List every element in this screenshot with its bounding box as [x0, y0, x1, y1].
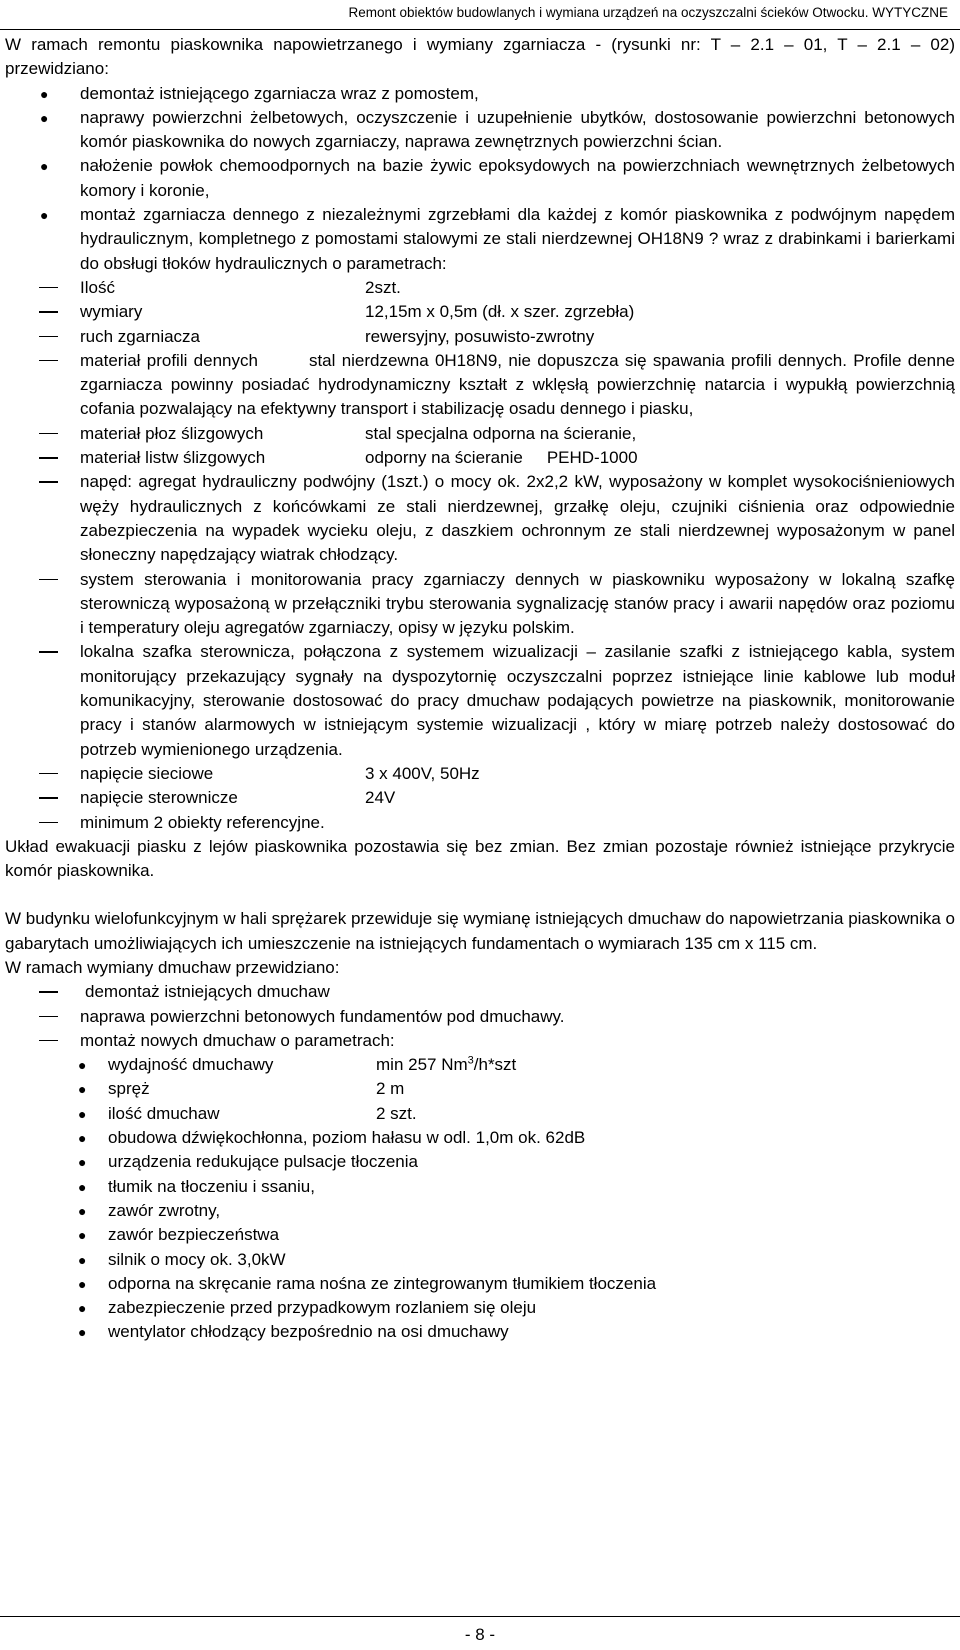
list-item: demontaż istniejących dmuchaw: [5, 980, 955, 1004]
blower-param-wydajnosc: ● wydajność dmuchawy min 257 Nm$^3$/h*szt: [5, 1053, 955, 1077]
intro-paragraph: W ramach remontu piaskownika napowietrzanego i wymiany zgarniacza - (rysunki nr: T – 2.1 – 01, T – 2.1 – 02) przewidziano:: [5, 35, 955, 79]
blower-scope-list: [5, 980, 955, 1053]
param-minimum: minimum 2 obiekty referencyjne.: [5, 811, 955, 835]
bullet-icon: ●: [78, 1251, 87, 1268]
bullet-icon: ●: [78, 1324, 87, 1341]
list-item: ● zawór zwrotny,: [5, 1199, 955, 1223]
bullet-icon: ●: [78, 1275, 87, 1292]
list-item: ● obudowa dźwiękochłonna, poziom hałasu w odl. 1,0m ok. 62dB: [5, 1126, 955, 1150]
dash-icon: [39, 336, 58, 338]
list-item: ● odporna na skręcanie rama nośna ze zintegrowanym tłumikiem tłoczenia: [5, 1272, 955, 1296]
dash-icon: [39, 287, 58, 289]
dash-icon: [39, 481, 58, 483]
bullet-icon: ●: [40, 158, 49, 175]
bullet-icon: ●: [40, 109, 49, 126]
param-wymiary: wymiary 12,15m x 0,5m (dł. x szer. zgrzebła): [5, 300, 955, 324]
dash-icon: [39, 797, 58, 799]
list-item: naprawa powierzchni betonowych fundamentów pod dmuchawy.: [5, 1005, 955, 1029]
footer-divider: [0, 1616, 960, 1617]
bullet-icon: ●: [78, 1057, 87, 1074]
bullet-icon: ●: [78, 1300, 87, 1317]
param-system: system sterowania i monitorowania pracy zgarniaczy dennych w piaskowniku wyposażony w lokalną szafkę sterowniczą wyposażoną w przełączniki trybu sterowania sygnalizację stanów pracy i awarii napędów oraz poziomu i temperatury oleju agregatów zgarniaczy, opisy w języku polskim.: [5, 568, 955, 641]
list-item: ● wentylator chłodzący bezpośrednio na osi dmuchawy: [5, 1320, 955, 1344]
list-item: ● tłumik na tłoczeniu i ssaniu,: [5, 1175, 955, 1199]
param-napiecie-sieciowe: napięcie sieciowe 3 x 400V, 50Hz: [5, 762, 955, 786]
bullet-icon: ●: [78, 1130, 87, 1147]
param-profil: materiał profili dennych stal nierdzewna 0H18N9, nie dopuszcza się spawania profili dennych. Profile denne zgarniacza powinny posiadać hydrodynamiczny kształt z wklęsłą powierzchnię natarcia i wypukłą powierzchnią cofania pozwalający na efektywny transport i stabilizację osadu dennego i piasku,: [5, 349, 955, 422]
dash-icon: [39, 1040, 58, 1042]
dash-icon: [39, 579, 58, 581]
bullet-icon: ●: [40, 85, 49, 102]
param-szafka: lokalna szafka sterownicza, połączona z systemem wizualizacji – zasilanie szafki z istniejącego kabla, system monitorujący przekazujący sygnały na dyspozytornię oczyszczalni poprzez istniejące linie kablowe lub moduł komunikacyjny, sterowanie dostosować do pracy dmuchaw podających powietrze na piaskownik, monitorowanie pracy i stanów alarmowych w istniejącym systemie wizualizacji , który w miarę potrzeb należy dostosować do potrzeb wymienionego urządzenia.: [5, 640, 955, 761]
list-item: ● demontaż istniejącego zgarniacza wraz z pomostem,: [5, 82, 955, 106]
blower-param-sprez: ● spręż 2 m: [5, 1077, 955, 1101]
param-ploz: materiał płoz ślizgowych stal specjalna odporna na ścieranie,: [5, 422, 955, 446]
paragraph-uklad: Układ ewakuacji piasku z lejów piaskownika pozostawia się bez zmian. Bez zmian pozostaje również istniejące przykrycie komór piaskownika.: [5, 836, 955, 881]
bullet-icon: ●: [78, 1227, 87, 1244]
param-ilosc: Ilość 2szt.: [5, 276, 955, 300]
list-item: ● zabezpieczenie przed przypadkowym rozlaniem się oleju: [5, 1296, 955, 1320]
page-number: - 8 -: [464, 1625, 496, 1644]
bullet-icon: ●: [78, 1105, 87, 1122]
list-item: ● zawór bezpieczeństwa: [5, 1223, 955, 1247]
dash-icon: [39, 433, 58, 435]
document-body: [5, 33, 955, 1345]
dash-icon: [39, 457, 58, 459]
bullet-icon: ●: [78, 1081, 87, 1098]
param-naped: napęd: agregat hydrauliczny podwójny (1szt.) o mocy ok. 2x2,2 kW, wyposażony w komplet wysokociśnieniowych węży hydraulicznych z końcówkami ze stali nierdzewnej, grzałkę oleju, czujniki ciśnienia oraz odpowiednie zabezpieczenia na wypadek wycieku oleju, z daszkiem ochronnym ze stali nierdzewnej wyposażonym w panel słoneczny napędzający wiatrak chłodzący.: [5, 470, 955, 567]
param-listw: materiał listw ślizgowych odporny na ścieranie PEHD-1000: [5, 446, 955, 470]
dash-icon: [39, 311, 58, 313]
list-item: ● naprawy powierzchni żelbetowych, oczyszczenie i uzupełnienie ubytków, dostosowanie powierzchni betonowych komór piaskownika do nowych zgarniaczy, naprawa zewnętrznych powierzchni ścian.: [40, 107, 955, 152]
param-ruch: ruch zgarniacza rewersyjny, posuwisto-zwrotny: [5, 325, 955, 349]
paragraph-budynek: W budynku wielofunkcyjnym w hali sprężarek przewiduje się wymianę istniejących dmuchaw do napowietrzania piaskownika o gabarytach umożliwiających ich umieszczenie na istniejących fundamentach o wymiarach 135 cm x 115 cm.: [5, 909, 955, 953]
params-list: [5, 276, 955, 835]
dash-icon: [39, 360, 58, 362]
list-item: ● montaż zgarniacza dennego z niezależnymi zgrzebłami dla każdej z komór piaskownika z podwójnym napędem hydraulicznym, kompletnego z pomostami stalowymi ze stali nierdzewnej OH18N9 ? wraz z drabinkami i barierkami do obsługi tłoków hydraulicznych o parametrach:: [40, 205, 955, 273]
bullet-icon: ●: [78, 1178, 87, 1195]
dash-icon: [39, 1016, 58, 1018]
dash-icon: [39, 651, 58, 653]
paragraph-wramach: W ramach wymiany dmuchaw przewidziano:: [5, 957, 340, 977]
dash-icon: [39, 822, 58, 824]
list-item: montaż nowych dmuchaw o parametrach:: [5, 1029, 955, 1053]
list-item: ● silnik o mocy ok. 3,0kW: [5, 1248, 955, 1272]
dash-icon: [39, 991, 58, 993]
header-title: Remont obiektów budowlanych i wymiana urządzeń na oczyszczalni ścieków Otwocku. WYTYCZNE: [348, 5, 948, 20]
bullet-icon: ●: [78, 1154, 87, 1171]
param-napiecie-sterownicze: napięcie sterownicze 24V: [5, 786, 955, 810]
dash-icon: [39, 773, 58, 775]
bullet-icon: ●: [78, 1202, 87, 1219]
list-item: ● urządzenia redukujące pulsacje tłoczenia: [5, 1150, 955, 1174]
scope-list: [5, 82, 955, 276]
blower-params-list: [5, 1053, 955, 1345]
bullet-icon: ●: [40, 207, 49, 224]
page-header: [0, 0, 960, 30]
list-item: ● nałożenie powłok chemoodpornych na bazie żywic epoksydowych na powierzchniach wewnętrznych żelbetowych komory i koronie,: [40, 156, 955, 200]
blower-param-ilosc: ● ilość dmuchaw 2 szt.: [5, 1102, 955, 1126]
